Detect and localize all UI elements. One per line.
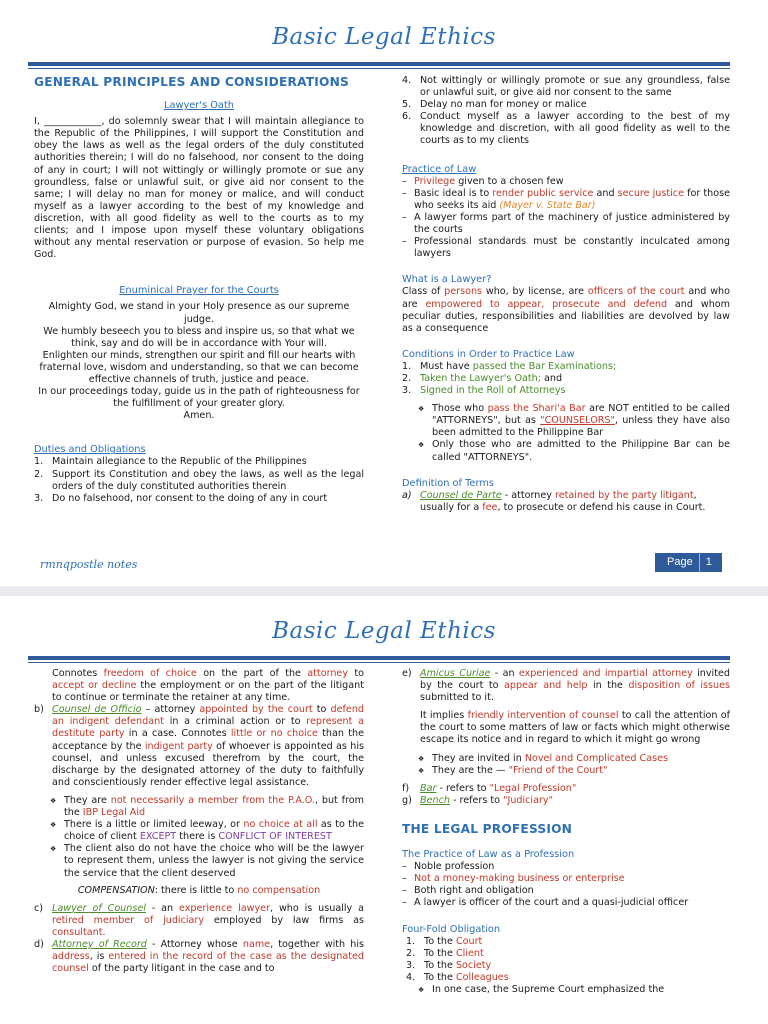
list-item: ❖ The client also do not have the choice who will be the lawyer to represent them, unless the lawyer is not giving the service the service that the client deserved xyxy=(50,843,364,879)
duties-list xyxy=(34,456,364,504)
list-item: d) Attorney of Record - Attorney whose name, together with his address, is entered in the record of the case as the designated counsel of the party litigant in the case and to xyxy=(34,938,364,975)
list-item: e) Amicus Curiae - an experienced and impartial attorney invited by the court to appear and help in the disposition of issues submitted to it. xyxy=(402,668,731,704)
prayer-line: We humbly beseech you to bless and inspire us, so that what we think, say and do will be in accordance with Your will. xyxy=(43,325,355,349)
amicus-notes xyxy=(402,753,730,777)
four-fold-notes xyxy=(402,984,730,996)
conditions-title: Conditions in Order to Practice Law xyxy=(402,348,575,360)
page2-right-column xyxy=(402,668,730,996)
list-item: ❖ Only those who are admitted to the Philippine Bar can be called "ATTORNEYS". xyxy=(418,439,730,463)
list-item: 4. To the Colleagues xyxy=(406,971,509,983)
title-rule xyxy=(28,656,730,660)
list-item: ❖ They are invited in Novel and Complicated Cases xyxy=(418,752,669,764)
list-item: – A lawyer forms part of the machinery of justice administered by the courts xyxy=(402,211,730,236)
parte-connotes: Connotes freedom of choice on the part of the attorney to accept or decline the employment or on the part of the litigant to continue or terminate the retainer at any time. xyxy=(52,668,364,704)
list-item: 1. Must have passed the Bar Examinations; xyxy=(402,360,617,372)
legal-profession-heading: THE LEGAL PROFESSION xyxy=(402,821,573,836)
prayer-line: Amen. xyxy=(183,410,215,422)
practice-title: Practice of Law xyxy=(402,163,477,175)
definitions-list xyxy=(402,490,730,514)
list-item: b) Counsel de Officio – attorney appointed by the court to defend an indigent defendant in a criminal action or to represent a destitute party in a case. Connotes little or no choice than the acceptance by the indigent party of whoever is appointed as his counsel, and unless excused therefrom by the court, the discharge by the designated attorney of the duty to faithfully and conscientiously render effective legal assistance. xyxy=(34,704,365,788)
list-item: ❖ Those who pass the Shari'a Bar are NOT entitled to be called "ATTORNEYS", but as "COUNSELORS", unless they have also been admitted to the Philippine Bar xyxy=(418,403,731,439)
officio-notes xyxy=(34,795,364,880)
duties-title: Duties and Obligations xyxy=(34,444,146,456)
oath-title: Lawyer's Oath xyxy=(163,100,234,112)
list-item: 1. Maintain allegiance to the Republic of the Philippines xyxy=(34,456,307,468)
definitions-list-right-cont xyxy=(402,783,730,807)
list-item: – Noble profession xyxy=(402,861,495,873)
prayer-title: Enuminical Prayer for the Courts xyxy=(119,285,279,297)
list-item: c) Lawyer of Counsel - an experience lawyer, who is usually a retired member of judiciary employed by law firms as consultant. xyxy=(34,902,364,938)
list-item: a) Counsel de Parte - attorney retained by the party litigant, usually for a fee, to prosecute or defend his cause in Court. xyxy=(402,489,706,513)
list-item: – A lawyer is officer of the court and a quasi-judicial officer xyxy=(402,897,689,909)
four-fold-list xyxy=(402,936,730,984)
compensation-note: COMPENSATION: there is little to no compensation xyxy=(77,884,321,896)
conditions-notes xyxy=(402,403,730,463)
list-item: ❖ They are the — "Friend of the Court" xyxy=(418,764,608,776)
practice-profession-title: The Practice of Law as a Profession xyxy=(402,849,575,861)
list-item: – Privilege given to a chosen few xyxy=(402,175,564,187)
list-item: 2. Support its Constitution and obey the laws, as well as the legal orders of the duly constituted authorities therein xyxy=(34,468,364,492)
list-item: – Not a money-making business or enterprise xyxy=(402,873,625,885)
page1-left-column xyxy=(34,76,364,505)
page-number-box xyxy=(655,553,722,572)
page2-left-column xyxy=(34,668,364,975)
list-item: 5. Delay no man for money or malice xyxy=(402,99,587,111)
list-item: ❖ In one case, the Supreme Court emphasized the xyxy=(418,983,665,995)
document-title: Basic Legal Ethics xyxy=(272,24,496,50)
what-title: What is a Lawyer? xyxy=(402,274,492,286)
list-item: 3. Do no falsehood, nor consent to the doing of any in court xyxy=(34,492,328,504)
prayer-line: In our proceedings today, guide us in the path of righteousness for the fulfillment of your greater glory. xyxy=(38,386,360,410)
page1-right-column xyxy=(402,75,730,514)
definitions-title: Definition of Terms xyxy=(402,477,494,489)
list-item: g) Bench - refers to "Judiciary" xyxy=(402,794,554,806)
list-item: 4. Not wittingly or willingly promote or sue any groundless, false or unlawful suit, or give aid nor consent to the same xyxy=(402,75,730,99)
prayer-line: Enlighten our minds, strengthen our spirit and fill our hearts with fraternal love, wisdom and understanding, so that we can become effective channels of truth, justice and peace. xyxy=(39,349,359,385)
author-signature: rmnqpostle notes xyxy=(40,558,138,571)
page-number: 1 xyxy=(699,553,712,572)
list-item: 2. To the Client xyxy=(406,947,484,959)
title-rule-thin xyxy=(28,68,730,69)
list-item: ❖ There is a little or limited leeway, or no choice at all as to the choice of client EXCEPT there is CONFLICT OF INTEREST xyxy=(50,819,364,843)
list-item: – Basic ideal is to render public service and secure justice for those who seeks its aid (Mayer v. State Bar) xyxy=(402,187,730,211)
list-item: – Professional standards must be constantly inculcated among lawyers xyxy=(402,236,730,260)
list-item: – Both right and obligation xyxy=(402,885,534,897)
document-title: Basic Legal Ethics xyxy=(272,618,496,644)
four-fold-title: Four-Fold Obligation xyxy=(402,923,501,935)
duties-list-continued xyxy=(402,75,730,148)
page-label: Page xyxy=(667,556,693,568)
list-item: 1. To the Court xyxy=(406,935,483,947)
list-item: 6. Conduct myself as a lawyer according to the best of my knowledge and discretion, with all good fidelity as well to the courts as to my clients xyxy=(402,111,730,147)
definitions-list-right xyxy=(402,668,730,704)
amicus-implies: It implies friendly intervention of counsel to call the attention of the court to some matters of law or facts which might otherwise escape its notice and in regard to which it might go wrong xyxy=(420,710,731,746)
definitions-list-cont xyxy=(34,903,364,976)
prayer-line: Almighty God, we stand in your Holy presence as our supreme judge. xyxy=(48,301,350,325)
title-rule xyxy=(28,62,730,66)
list-item: 3. Signed in the Roll of Attorneys xyxy=(402,385,566,397)
page-separator xyxy=(0,586,768,596)
list-item: f) Bar - refers to "Legal Profession" xyxy=(402,782,577,794)
oath-text: I, ____________, do solemnly swear that I will maintain allegiance to the Republic of the Philippines, I will support the Constitution and obey the laws as well as the legal orders of the duly constituted authorities therein; I will do no falsehood, nor consent to the doing of any in court; I will not wittingly or willingly promote or sue any groundless, false or unlawful suit, or give aid nor consent to the same; I will delay no man for money or malice, and will conduct myself as a lawyer according to the best of my knowledge and discretion, with all good fidelity as well to the courts as to my clients; and I impose upon myself these voluntary obligations without any mental reservation or purpose of evasion. So help me God. xyxy=(34,116,364,261)
section-heading: GENERAL PRINCIPLES AND CONSIDERATIONS xyxy=(34,75,349,89)
prayer-text xyxy=(34,301,364,422)
practice-list xyxy=(402,176,730,261)
page-2 xyxy=(0,596,768,1024)
conditions-list xyxy=(402,361,730,397)
list-item: 2. Taken the Lawyer's Oath; and xyxy=(402,372,563,384)
title-rule-thin xyxy=(28,662,730,663)
list-item: ❖ They are not necessarily a member from the P.A.O., but from the IBP Legal Aid xyxy=(50,794,364,819)
what-text: Class of persons who, by license, are officers of the court and who are empowered to appear, prosecute and defend and whom peculiar duties, responsibilities and liabilities are devolved by law as a consequence xyxy=(402,286,730,334)
profession-list xyxy=(402,861,730,909)
list-item: 3. To the Society xyxy=(406,959,492,971)
definitions-list xyxy=(34,704,364,789)
